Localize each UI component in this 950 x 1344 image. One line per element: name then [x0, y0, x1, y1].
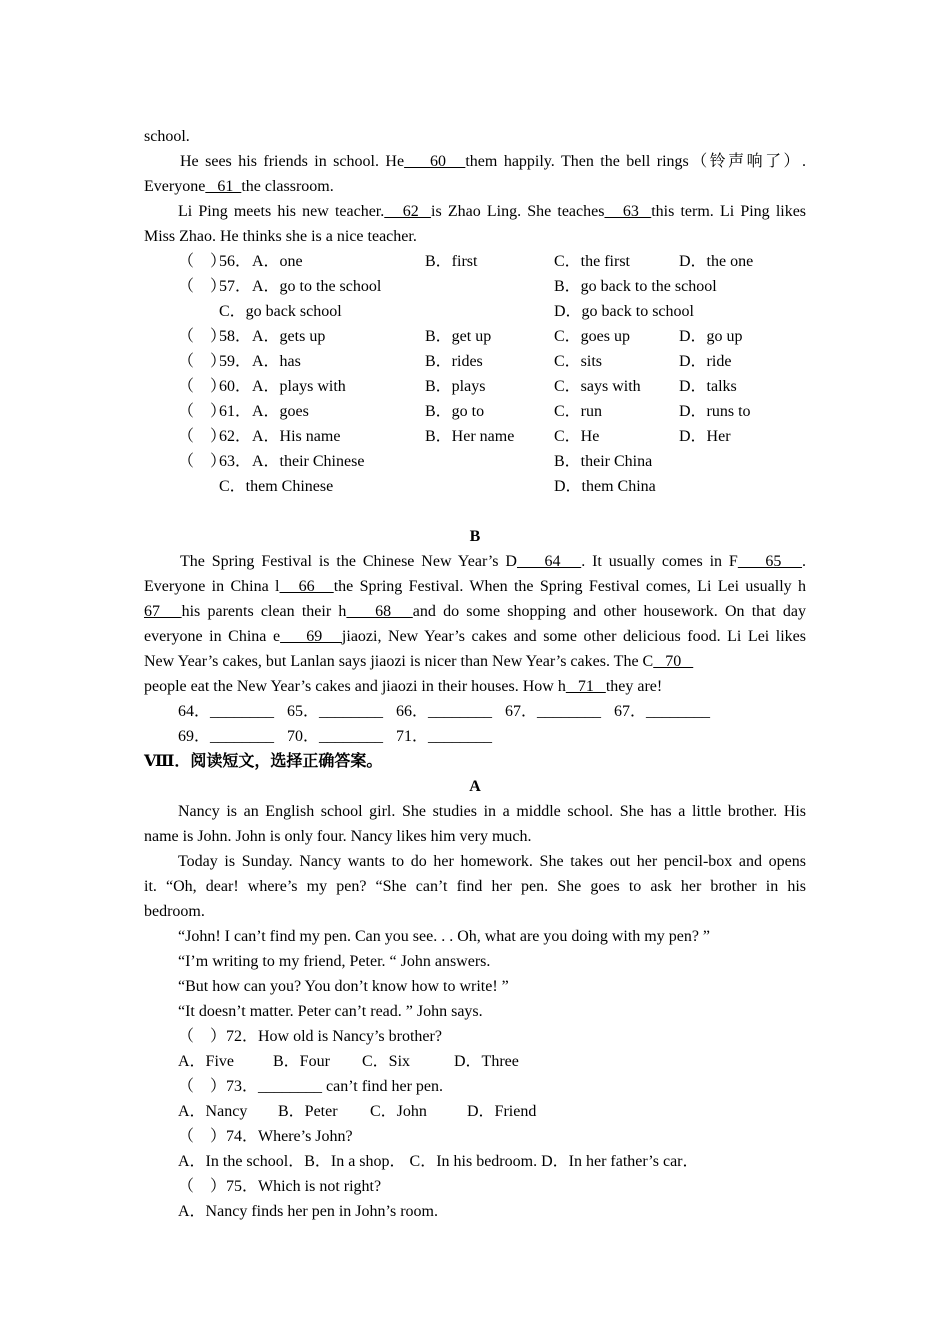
question-number: 62． — [219, 428, 252, 445]
text: his parents clean their h — [181, 603, 347, 620]
option-a: A．one — [252, 253, 303, 270]
text: people eat the New Year’s cakes and jiaozi in their houses. How h — [144, 678, 566, 695]
option-d: D．talks — [679, 378, 737, 395]
question-row — [144, 299, 806, 324]
option-d: D．them China — [554, 478, 656, 495]
question-row — [144, 349, 806, 374]
text: Today is Sunday. Nancy wants to do her homework. She takes out her pencil-box and opens — [178, 853, 806, 870]
blank-67: 67 — [144, 603, 182, 620]
blank-61: 61 — [205, 178, 242, 195]
paragraph-line — [144, 874, 806, 899]
text: “It doesn’t matter. Peter can’t read. ” John says. — [178, 1003, 483, 1020]
option-a: A．His name — [252, 428, 341, 445]
text: the Spring Festival. When the Spring Festival comes, Li Lei usually h — [333, 578, 807, 595]
question-row — [144, 424, 806, 449]
text: jiaozi, New Year’s cakes and some other delicious food. Li Lei likes — [341, 628, 807, 645]
question-options — [144, 1049, 806, 1074]
paragraph-line — [144, 224, 806, 249]
text: Li Ping meets his new teacher. — [178, 203, 385, 220]
option-a: A．goes — [252, 403, 309, 420]
text: Everyone — [144, 178, 206, 195]
question-row — [144, 449, 806, 474]
paragraph-line — [144, 849, 806, 874]
blank-68: 68 — [346, 603, 413, 620]
option-d: D．ride — [679, 353, 732, 370]
text: and do some shopping and other housework. On that day — [412, 603, 807, 620]
answer-blank: 69．________ — [178, 728, 275, 745]
answer-blank: 71．________ — [396, 728, 493, 745]
text: bedroom. — [144, 903, 205, 920]
option-c: C．He — [554, 428, 600, 445]
question-75 — [144, 1174, 806, 1199]
option-b: B．plays — [425, 378, 486, 395]
section-title: B — [469, 528, 481, 545]
blank-69: 69 — [280, 628, 342, 645]
question-row — [144, 274, 806, 299]
option-b: B．Peter — [278, 1103, 338, 1120]
answer-blank: 66．________ — [396, 703, 493, 720]
option-c: C．goes up — [554, 328, 631, 345]
option-a: A．Five — [178, 1053, 235, 1070]
text: everyone in China e — [144, 628, 281, 645]
text: Everyone in China l — [144, 578, 280, 595]
text: is Zhao Ling. She teaches — [431, 203, 605, 220]
option-c: C．John — [370, 1103, 427, 1120]
question-text: （ ）75．Which is not right? — [178, 1178, 382, 1195]
answer-paren: （ ） — [178, 428, 227, 445]
option-a: A．has — [252, 353, 301, 370]
question-options — [144, 1099, 806, 1124]
answer-paren: （ ） — [178, 328, 227, 345]
dialogue-line — [144, 949, 806, 974]
text: Nancy is an English school girl. She studies in a middle school. She has a little brother. His — [178, 803, 806, 820]
text: “I’m writing to my friend, Peter. “ John answers. — [178, 953, 491, 970]
option-d: D．go up — [679, 328, 743, 345]
text: New Year’s cakes, but Lanlan says jiaozi is nicer than New Year’s cakes. The C — [144, 653, 654, 670]
text: school. — [144, 128, 190, 145]
answer-blank: 67．________ — [505, 703, 602, 720]
options-text: A．Nancy finds her pen in John’s room. — [178, 1203, 438, 1220]
answer-paren: （ ） — [178, 353, 227, 370]
blank-63: 63 — [604, 203, 652, 220]
option-d: D．go back to school — [554, 303, 694, 320]
text: Miss Zhao. He thinks she is a nice teacher. — [144, 228, 417, 245]
option-d: D．the one — [679, 253, 754, 270]
blank-65: 65 — [737, 553, 803, 570]
paragraph-line — [144, 149, 806, 174]
text: them happily. Then the bell rings（铃声响了）. — [465, 153, 807, 170]
question-number: 56． — [219, 253, 252, 270]
question-73 — [144, 1074, 806, 1099]
option-c: C．go back school — [219, 303, 342, 320]
blank-66: 66 — [279, 578, 334, 595]
option-c: C．Six — [362, 1053, 411, 1070]
answer-blank: 67．________ — [614, 703, 711, 720]
question-row — [144, 474, 806, 499]
dialogue-line — [144, 924, 806, 949]
option-b: B．their China — [554, 453, 653, 470]
paragraph-line — [144, 624, 806, 649]
option-a: A．plays with — [252, 378, 346, 395]
option-b: B．go back to the school — [554, 278, 717, 295]
question-number: 58． — [219, 328, 252, 345]
text: “But how can you? You don’t know how to write! ” — [178, 978, 509, 995]
answer-blank: 64．________ — [178, 703, 275, 720]
option-b: B．go to — [425, 403, 485, 420]
answer-paren: （ ） — [178, 278, 227, 295]
spacer — [144, 499, 806, 524]
answer-blank: 70．________ — [287, 728, 384, 745]
option-d: D．Friend — [467, 1103, 537, 1120]
text: . — [802, 553, 807, 570]
text: name is John. John is only four. Nancy likes him very much. — [144, 828, 532, 845]
option-a: A．gets up — [252, 328, 326, 345]
text: . It usually comes in F — [581, 553, 738, 570]
blank-60: 60 — [404, 153, 466, 170]
answer-paren: （ ） — [178, 378, 227, 395]
paragraph-line — [144, 649, 806, 674]
option-c: C．sits — [554, 353, 603, 370]
question-text: （ ）74．Where’s John? — [178, 1128, 353, 1145]
paragraph-line — [144, 674, 806, 699]
paragraph-line — [144, 799, 806, 824]
section-heading: Ⅷ．阅读短文，选择正确答案。 — [144, 753, 383, 770]
document-page — [144, 124, 806, 1224]
question-options — [144, 1199, 806, 1224]
option-a: A．Nancy — [178, 1103, 248, 1120]
blank-70: 70 — [653, 653, 694, 670]
blank-64: 64 — [516, 553, 582, 570]
answer-paren: （ ） — [178, 453, 227, 470]
option-b: B．Her name — [425, 428, 515, 445]
question-72 — [144, 1024, 806, 1049]
paragraph-line — [144, 549, 806, 574]
option-b: B．Four — [273, 1053, 330, 1070]
text: this term. Li Ping likes — [651, 203, 807, 220]
option-d: D．Three — [454, 1053, 519, 1070]
paragraph-line — [144, 824, 806, 849]
blank-71: 71 — [565, 678, 606, 695]
answer-blanks-row — [144, 724, 806, 749]
option-b: B．first — [425, 253, 478, 270]
question-number: 60． — [219, 378, 252, 395]
answer-blank: 65．________ — [287, 703, 384, 720]
paragraph-line — [144, 199, 806, 224]
text: “John! I can’t find my pen. Can you see. . . Oh, what are you doing with my pen? ” — [178, 928, 711, 945]
question-number: 61． — [219, 403, 252, 420]
question-number: 63． — [219, 453, 252, 470]
blank-62: 62 — [384, 203, 432, 220]
option-c: C．them Chinese — [219, 478, 334, 495]
dialogue-line — [144, 999, 806, 1024]
question-row — [144, 399, 806, 424]
option-a: A．their Chinese — [252, 453, 365, 470]
text: the classroom. — [241, 178, 334, 195]
answer-blanks-row — [144, 699, 806, 724]
text-line — [144, 124, 806, 149]
paragraph-line — [144, 574, 806, 599]
answer-paren: （ ） — [178, 253, 227, 270]
option-b: B．rides — [425, 353, 483, 370]
paragraph-line — [144, 174, 806, 199]
answer-paren: （ ） — [178, 403, 227, 420]
paragraph-line — [144, 599, 806, 624]
question-row — [144, 374, 806, 399]
text: He sees his friends in school. He — [180, 153, 405, 170]
text: it. “Oh, dear! where’s my pen? “She can’t find her pen. She goes to ask her brother in his — [144, 878, 806, 895]
section-title: A — [469, 778, 481, 795]
text: they are! — [605, 678, 663, 695]
dialogue-line — [144, 974, 806, 999]
option-c: C．says with — [554, 378, 641, 395]
option-c: C．the first — [554, 253, 630, 270]
paragraph-line — [144, 899, 806, 924]
option-c: C．run — [554, 403, 603, 420]
text: The Spring Festival is the Chinese New Year’s D — [180, 553, 517, 570]
option-d: D．Her — [679, 428, 731, 445]
question-options — [144, 1149, 806, 1174]
question-74 — [144, 1124, 806, 1149]
question-number: 57． — [219, 278, 252, 295]
question-text: （ ）72．How old is Nancy’s brother? — [178, 1028, 442, 1045]
option-a: A．go to the school — [252, 278, 382, 295]
option-d: D．runs to — [679, 403, 751, 420]
options-text: A．In the school．B．In a shop． C．In his bedroom. D．In her father’s car． — [178, 1153, 699, 1170]
question-number: 59． — [219, 353, 252, 370]
question-text: （ ）73．________ can’t find her pen. — [178, 1078, 443, 1095]
option-b: B．get up — [425, 328, 492, 345]
question-row — [144, 324, 806, 349]
question-row — [144, 249, 806, 274]
